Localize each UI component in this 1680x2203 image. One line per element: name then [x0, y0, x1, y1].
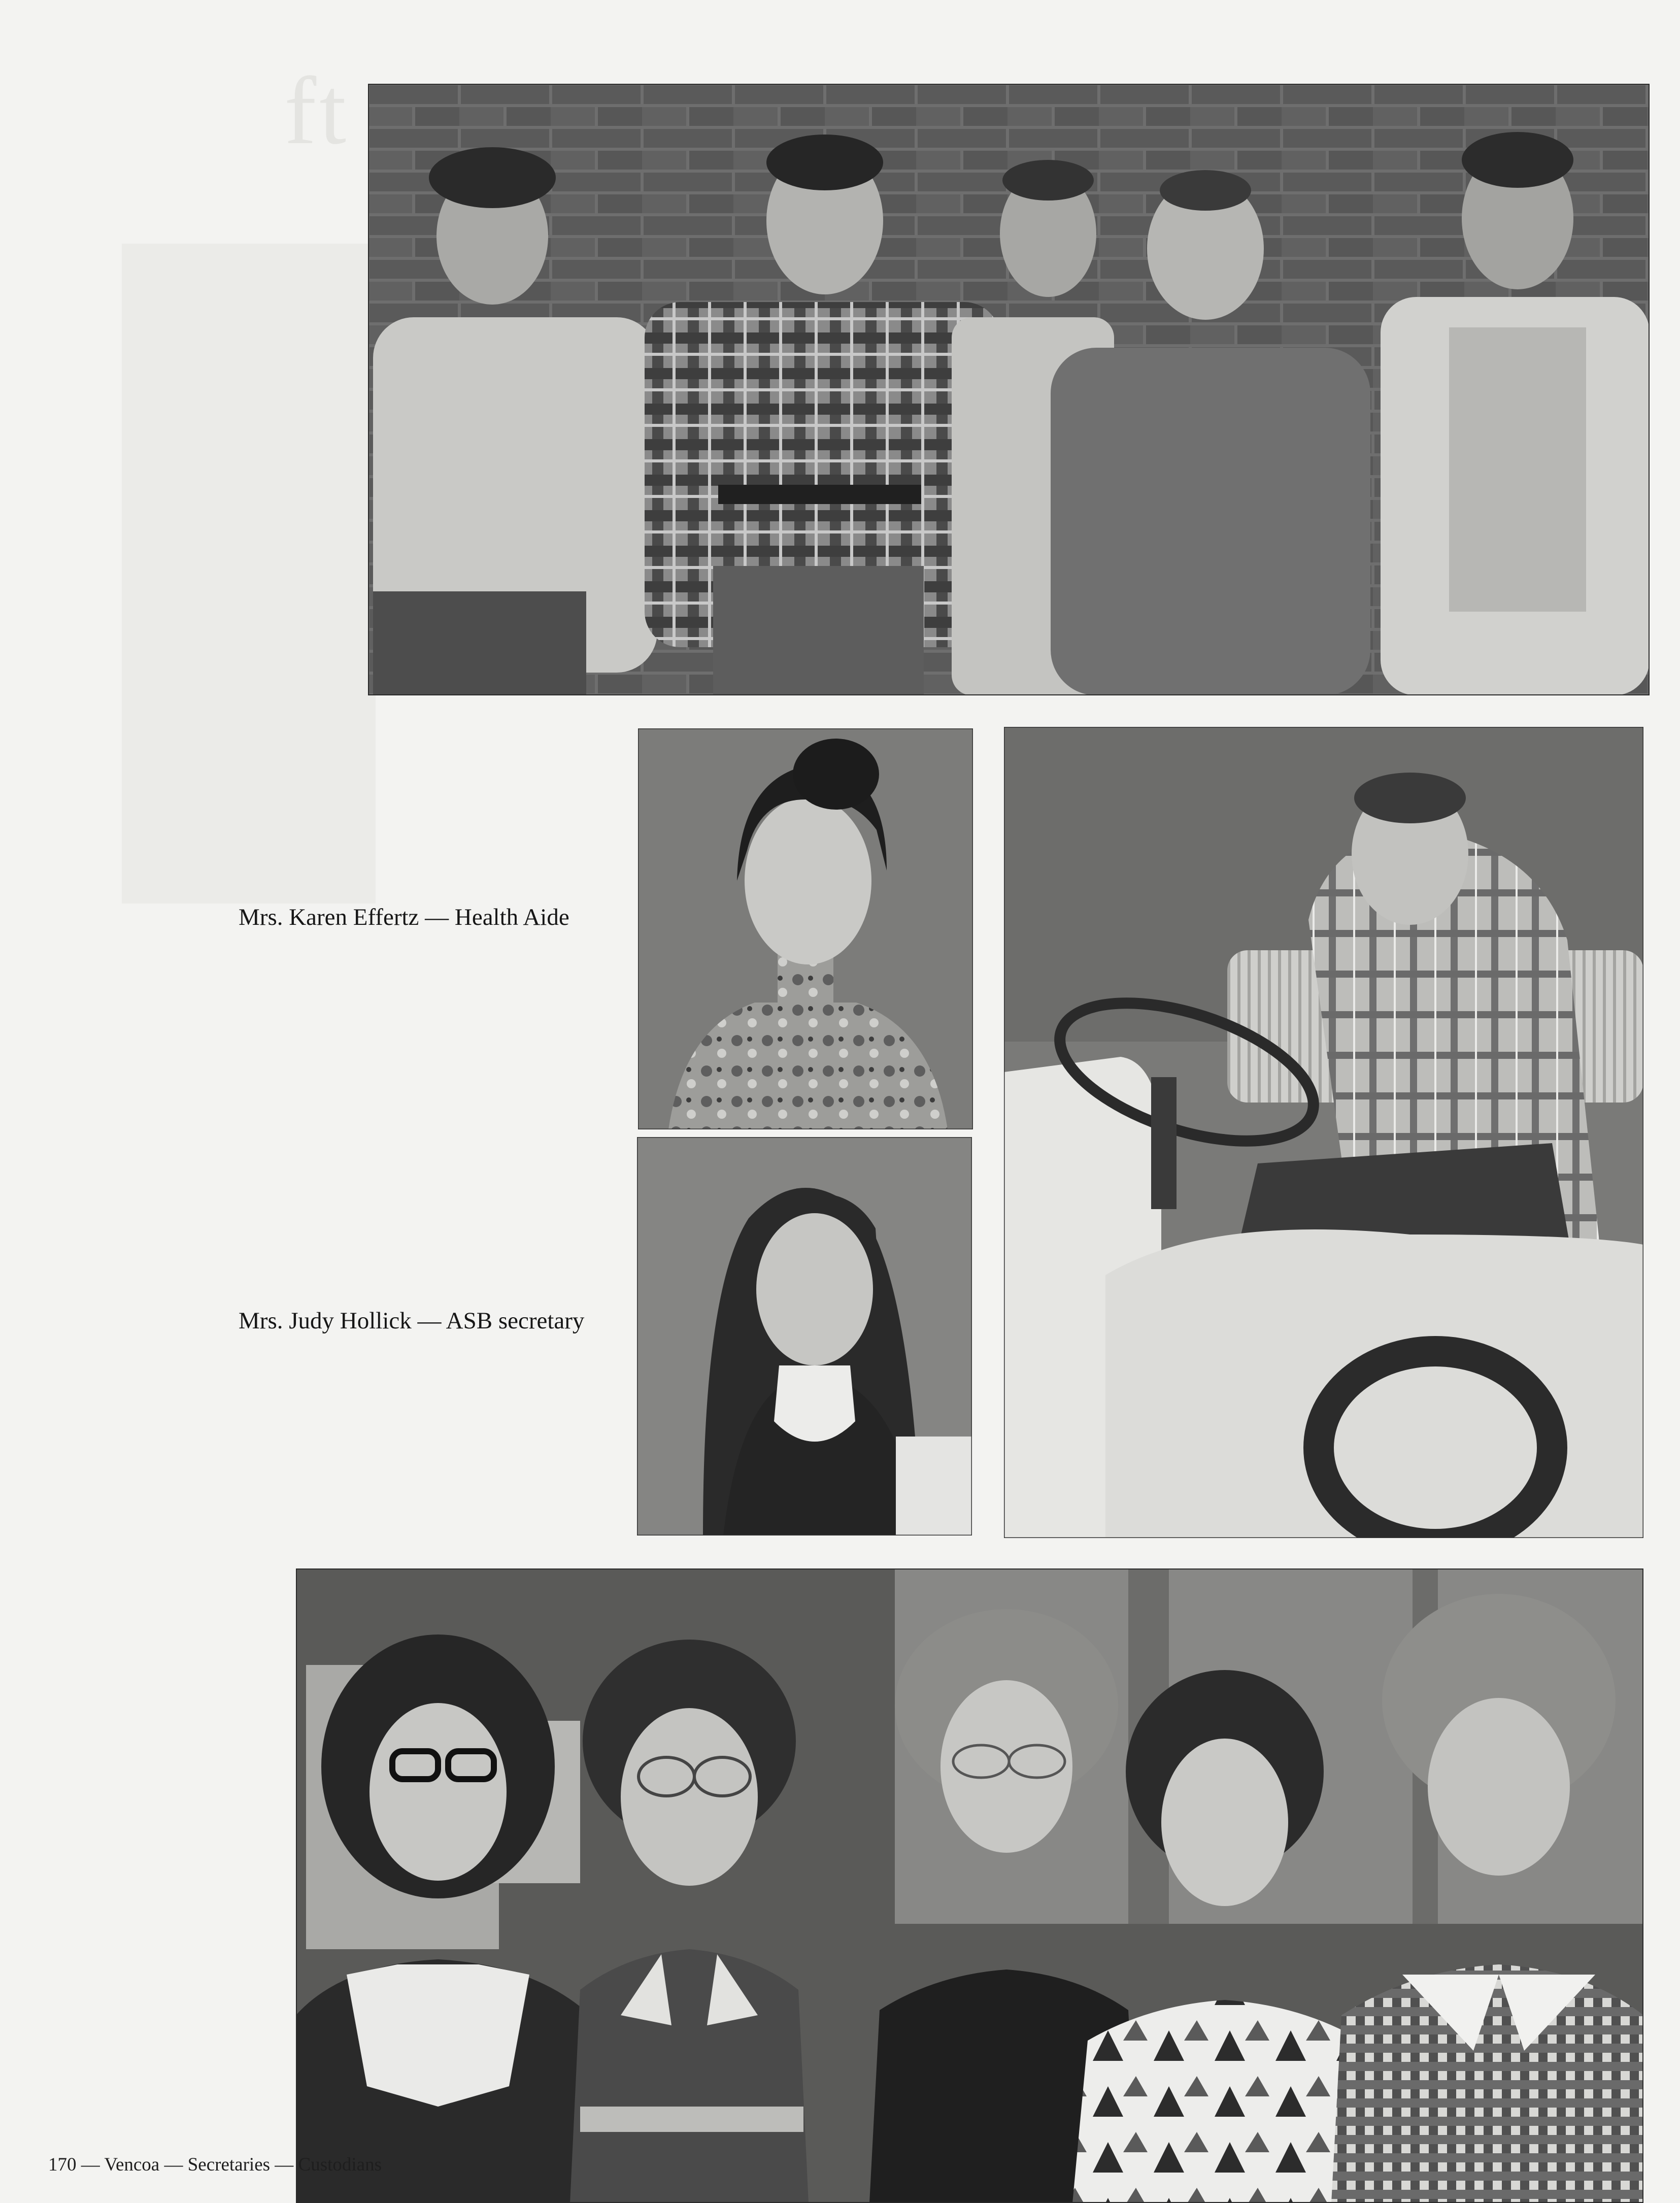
- portrait-judy-hollick: [637, 1137, 972, 1536]
- footer-section-secretaries: Secretaries: [187, 2154, 271, 2175]
- page-footer: [48, 2154, 382, 2176]
- footer-section-vencoa: Vencoa: [104, 2154, 160, 2175]
- secretaries-group-photo: [296, 1568, 1643, 2203]
- footer-separator: —: [270, 2154, 298, 2175]
- custodian-in-cart-photo: [1004, 727, 1643, 1538]
- custodians-group-photo: [368, 84, 1650, 695]
- footer-separator: —: [76, 2154, 105, 2175]
- show-through-heading: ft: [284, 58, 350, 164]
- caption-karen-effertz: Mrs. Karen Effertz — Health Aide: [239, 904, 569, 930]
- footer-separator: —: [159, 2154, 188, 2175]
- portrait-karen-effertz: [638, 728, 973, 1129]
- page-number: 170: [48, 2154, 77, 2175]
- show-through-text: [122, 244, 376, 904]
- footer-section-custodians: Custodians: [298, 2154, 382, 2175]
- caption-judy-hollick: Mrs. Judy Hollick — ASB secretary: [239, 1308, 585, 1334]
